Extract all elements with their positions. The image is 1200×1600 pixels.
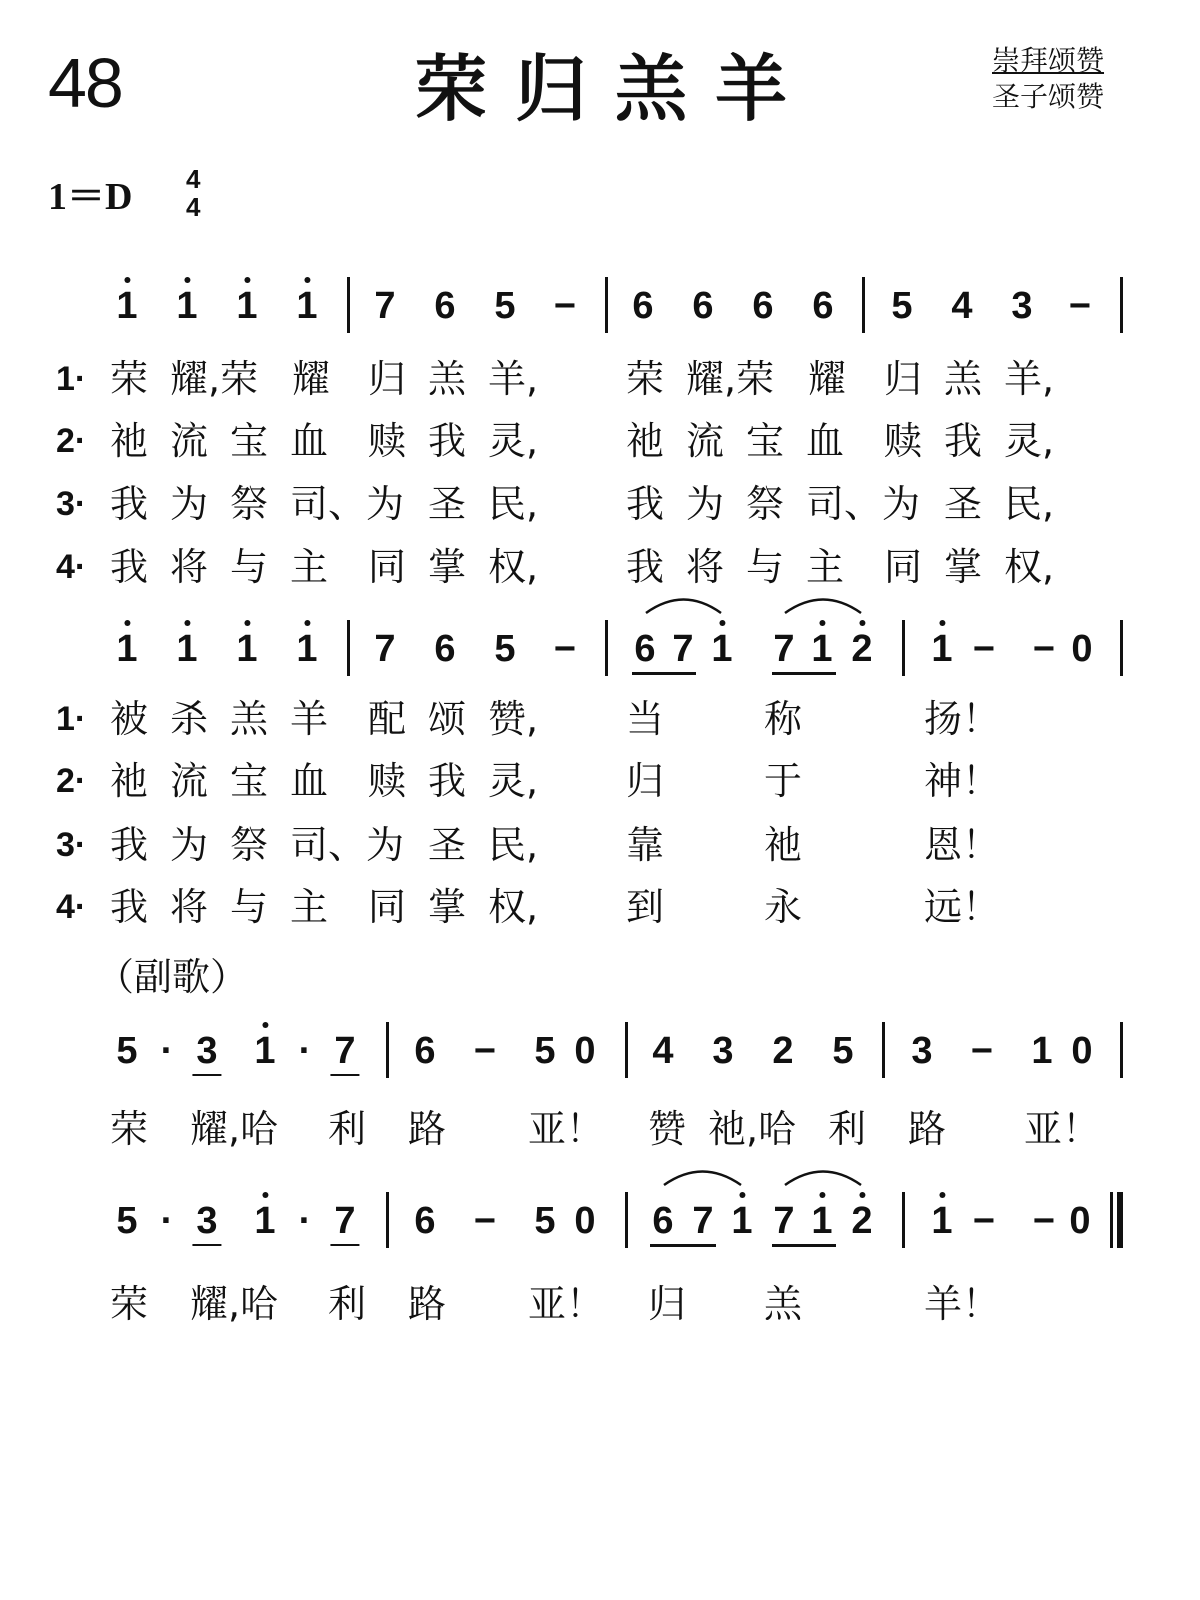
barline (1120, 277, 1123, 333)
lyric: 利 (328, 1107, 367, 1151)
dot-note: · (160, 1030, 174, 1072)
note: 1 (296, 287, 317, 325)
verse-number: 1· (56, 360, 87, 398)
barline (347, 277, 350, 333)
lyric: 羔 (230, 697, 269, 741)
lyric: 与 (230, 885, 269, 929)
note: 6 (634, 628, 656, 670)
barline (882, 1022, 885, 1078)
note: 1 (236, 630, 257, 668)
lyric: 灵, (1004, 419, 1055, 463)
lyric: 司、为 (290, 823, 405, 867)
lyric: 灵, (488, 759, 539, 803)
note: 1 (296, 630, 317, 668)
lyric: 靠 (626, 823, 665, 867)
lyric: 祂,哈 (708, 1107, 797, 1151)
lyric: 羔 (428, 357, 467, 401)
dash-note: − (1032, 1200, 1056, 1242)
note: 4 (652, 1030, 674, 1072)
lyric: 扬！ (924, 697, 1001, 741)
barline (347, 620, 350, 676)
lyric: 主 (806, 545, 845, 589)
lyric: 权, (488, 545, 539, 589)
lyric: 权, (488, 885, 539, 929)
lyric: 于 (764, 759, 803, 803)
lyric: 当 (626, 697, 665, 741)
lyric: 将 (170, 545, 209, 589)
lyric: 归 (884, 357, 923, 401)
note: 1 (731, 1202, 752, 1240)
lyric: 权, (1004, 545, 1055, 589)
note: 0 (1071, 1030, 1093, 1072)
note: 0 (1071, 628, 1093, 670)
lyric: 荣 (110, 1282, 149, 1326)
lyric: 羊, (1004, 357, 1055, 401)
lyric: 血 (806, 419, 845, 463)
lyric: 亚！ (1024, 1107, 1101, 1151)
note: 6 (632, 285, 654, 327)
dash-note: − (473, 1200, 497, 1242)
time-signature-top: 4 (186, 164, 201, 194)
lyric: 耀,哈 (190, 1107, 279, 1151)
lyric: 民, (488, 482, 539, 526)
lyric: 我 (626, 545, 665, 589)
verse-number: 3· (56, 485, 87, 523)
beam-underline (772, 1244, 836, 1247)
slur (663, 1166, 742, 1186)
lyric: 赎 (884, 419, 923, 463)
lyric: 亚！ (528, 1282, 605, 1326)
lyric: 远！ (924, 885, 1001, 929)
note: 0 (1069, 1200, 1091, 1242)
lyric: 耀,哈 (190, 1282, 279, 1326)
lyric: 主 (290, 545, 329, 589)
lyric: 耀,荣 (686, 357, 775, 401)
note: 7 (692, 1200, 714, 1242)
note: 1 (176, 287, 197, 325)
lyric: 为 (170, 482, 209, 526)
note: 6 (652, 1200, 674, 1242)
lyric: 宝 (230, 419, 269, 463)
lyric: 杀 (170, 697, 209, 741)
barline (605, 277, 608, 333)
lyric: 利 (828, 1107, 867, 1151)
lyric: 祭 (746, 482, 785, 526)
hymn-number: 48 (48, 44, 122, 122)
note: 6 (414, 1030, 436, 1072)
hymn-title: 荣归羔羊 (414, 47, 815, 131)
final-barline (1117, 1192, 1123, 1248)
note: 7 (334, 1030, 356, 1072)
lyric: 我 (110, 823, 149, 867)
note: 1 (931, 630, 952, 668)
lyric: 将 (170, 885, 209, 929)
lyric: 配 (368, 697, 407, 741)
lyric: 与 (230, 545, 269, 589)
lyric: 羔 (764, 1282, 803, 1326)
dash-note: − (1068, 285, 1092, 327)
barline (902, 620, 905, 676)
dash-note: − (553, 628, 577, 670)
lyric: 荣 (110, 357, 149, 401)
note: 6 (434, 628, 456, 670)
lyric: 掌 (428, 545, 467, 589)
lyric: 掌 (944, 545, 983, 589)
lyric: 我 (944, 419, 983, 463)
note: 5 (832, 1030, 854, 1072)
lyric: 血 (290, 759, 329, 803)
barline (625, 1192, 628, 1248)
lyric: 我 (428, 759, 467, 803)
note: 1 (931, 1202, 952, 1240)
note: 5 (494, 628, 516, 670)
lyric: 同 (368, 545, 407, 589)
note: 1 (176, 630, 197, 668)
note: 3 (911, 1030, 933, 1072)
lyric: 灵, (488, 419, 539, 463)
lyric: 归 (648, 1282, 687, 1326)
barline (625, 1022, 628, 1078)
note: 7 (773, 628, 795, 670)
beam-underline (650, 1244, 716, 1247)
lyric: 归 (368, 357, 407, 401)
barline (862, 277, 865, 333)
lyric: 民, (1004, 482, 1055, 526)
lyric: 同 (884, 545, 923, 589)
note: 1 (811, 630, 832, 668)
lyric: 祭 (230, 482, 269, 526)
note: 5 (534, 1030, 556, 1072)
lyric: 民, (488, 823, 539, 867)
lyric: 主 (290, 885, 329, 929)
note: 5 (116, 1200, 138, 1242)
lyric: 到 (626, 885, 665, 929)
note: 1 (254, 1032, 275, 1070)
lyric: 永 (764, 885, 803, 929)
lyric: 流 (170, 419, 209, 463)
lyric: 恩！ (924, 823, 1001, 867)
note: 5 (116, 1030, 138, 1072)
lyric: 耀 (808, 357, 847, 401)
verse-number: 1· (56, 700, 87, 738)
lyric: 赞 (648, 1107, 687, 1151)
note: 1 (116, 287, 137, 325)
dot-note: · (298, 1200, 312, 1242)
lyric: 羔 (944, 357, 983, 401)
lyric: 神！ (924, 759, 1001, 803)
time-signature-bottom: 4 (186, 192, 201, 222)
note: 1 (236, 287, 257, 325)
lyric: 流 (686, 419, 725, 463)
lyric: 祭 (230, 823, 269, 867)
note: 1 (711, 630, 732, 668)
lyric: 路 (908, 1107, 947, 1151)
note: 4 (951, 285, 973, 327)
dot-note: · (160, 1200, 174, 1242)
lyric: 荣 (626, 357, 665, 401)
lyric: 称 (764, 697, 803, 741)
lyric: 赎 (368, 759, 407, 803)
lyric: 我 (110, 545, 149, 589)
lyric: 流 (170, 759, 209, 803)
dash-note: − (972, 1200, 996, 1242)
verse-number: 4· (56, 548, 87, 586)
key-signature: 1＝D (48, 176, 133, 218)
lyric: 圣 (944, 482, 983, 526)
dash-note: − (1032, 628, 1056, 670)
note: 7 (374, 285, 396, 327)
lyric: 耀,荣 (170, 357, 259, 401)
lyric: 宝 (746, 419, 785, 463)
barline (605, 620, 608, 676)
chorus-label: （副歌） (96, 955, 249, 999)
barline (1110, 1192, 1113, 1248)
time-signature (186, 166, 200, 222)
dash-note: − (553, 285, 577, 327)
note: 3 (1011, 285, 1033, 327)
lyric: 为 (686, 482, 725, 526)
lyric: 赞, (488, 697, 539, 741)
verse-number: 3· (56, 826, 87, 864)
note: 7 (672, 628, 694, 670)
lyric: 羊 (290, 697, 329, 741)
beam-underline (632, 672, 696, 675)
note: 1 (254, 1202, 275, 1240)
lyric: 圣 (428, 823, 467, 867)
note: 2 (851, 630, 872, 668)
lyric: 我 (626, 482, 665, 526)
lyric: 祂 (110, 419, 149, 463)
note: 3 (712, 1030, 734, 1072)
lyric: 荣 (110, 1107, 149, 1151)
lyric: 亚！ (528, 1107, 605, 1151)
note: 5 (494, 285, 516, 327)
dot-note: · (298, 1030, 312, 1072)
note: 7 (334, 1200, 356, 1242)
barline (386, 1022, 389, 1078)
note: 5 (891, 285, 913, 327)
lyric: 血 (290, 419, 329, 463)
note: 2 (851, 1202, 872, 1240)
slur (645, 594, 722, 614)
lyric: 归 (626, 759, 665, 803)
note: 3 (196, 1200, 218, 1242)
note: 2 (772, 1030, 794, 1072)
category-secondary: 圣子颂赞 (992, 80, 1105, 113)
lyric: 赎 (368, 419, 407, 463)
note: 7 (773, 1200, 795, 1242)
barline (1120, 620, 1123, 676)
lyric: 我 (428, 419, 467, 463)
lyric: 圣 (428, 482, 467, 526)
barline (386, 1192, 389, 1248)
note: 1 (811, 1202, 832, 1240)
lyric: 司、为 (806, 482, 921, 526)
lyric: 祂 (110, 759, 149, 803)
lyric: 为 (170, 823, 209, 867)
lyric: 掌 (428, 885, 467, 929)
category-primary: 崇拜颂赞 (992, 44, 1105, 77)
barline (1120, 1022, 1123, 1078)
note: 1 (116, 630, 137, 668)
dash-note: − (970, 1030, 994, 1072)
lyric: 祂 (626, 419, 665, 463)
note: 6 (812, 285, 834, 327)
lyric: 与 (746, 545, 785, 589)
note: 5 (534, 1200, 556, 1242)
note: 0 (574, 1200, 596, 1242)
lyric: 羊！ (924, 1282, 1001, 1326)
lyric: 被 (110, 697, 149, 741)
beam-underline (772, 672, 836, 675)
lyric: 路 (408, 1282, 447, 1326)
verse-number: 2· (56, 762, 87, 800)
lyric: 将 (686, 545, 725, 589)
slur (784, 594, 862, 614)
dash-note: − (473, 1030, 497, 1072)
note: 1 (1031, 1030, 1053, 1072)
verse-number: 4· (56, 888, 87, 926)
lyric: 司、为 (290, 482, 405, 526)
verse-number: 2· (56, 422, 87, 460)
note: 0 (574, 1030, 596, 1072)
note: 7 (374, 628, 396, 670)
dash-note: − (972, 628, 996, 670)
lyric: 颂 (428, 697, 467, 741)
lyric: 路 (408, 1107, 447, 1151)
lyric: 我 (110, 885, 149, 929)
barline (902, 1192, 905, 1248)
lyric: 我 (110, 482, 149, 526)
lyric: 祂 (764, 823, 803, 867)
lyric: 羊, (488, 357, 539, 401)
lyric: 利 (328, 1282, 367, 1326)
note: 6 (434, 285, 456, 327)
lyric: 耀 (292, 357, 331, 401)
note: 6 (752, 285, 774, 327)
note: 6 (414, 1200, 436, 1242)
note: 3 (196, 1030, 218, 1072)
lyric: 宝 (230, 759, 269, 803)
lyric: 同 (368, 885, 407, 929)
note: 6 (692, 285, 714, 327)
slur (784, 1166, 862, 1186)
